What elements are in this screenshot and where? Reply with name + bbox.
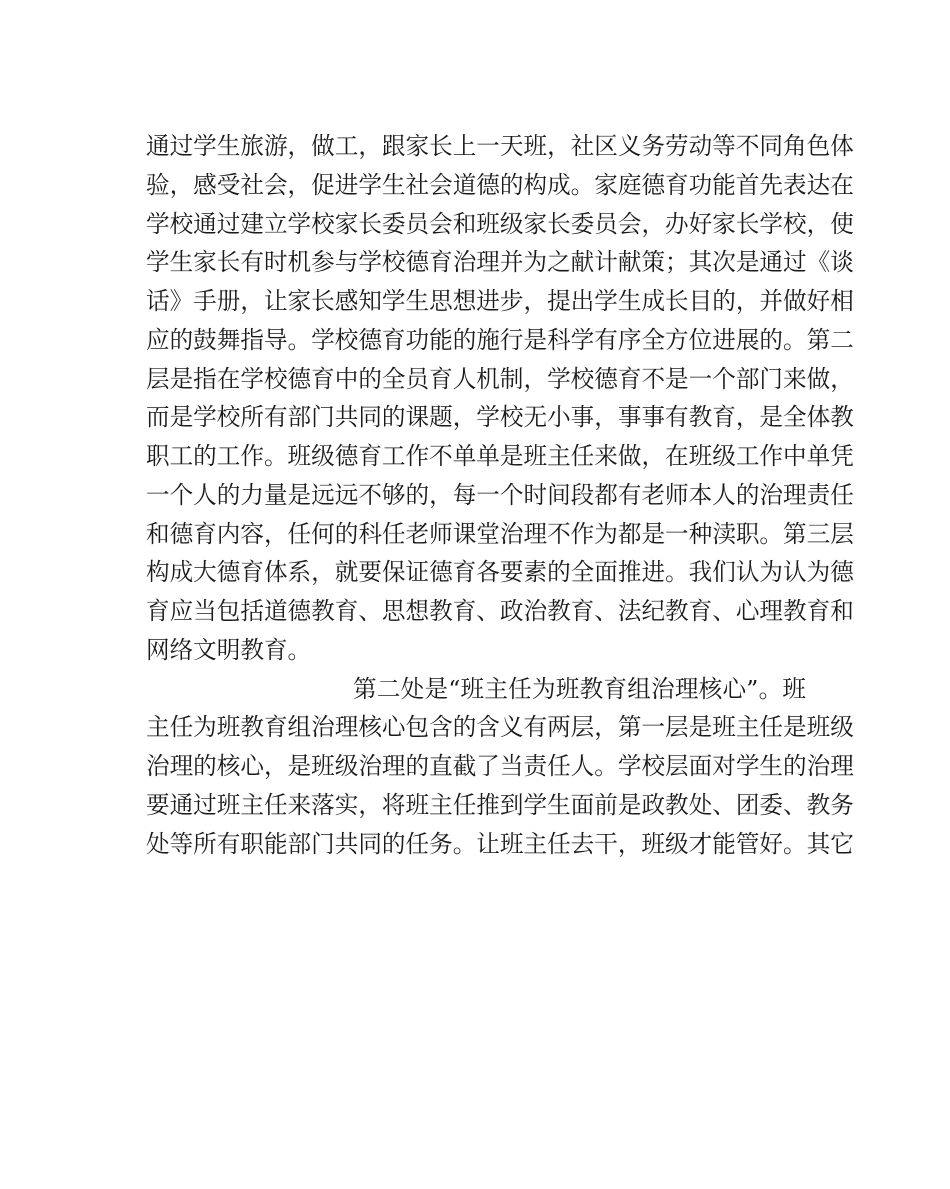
paragraph-line: 治理的核心，是班级治理的直截了当责任人。学校层面对学生的治理 [146,752,854,780]
paragraph-line: 育应当包括道德教育、思想教育、政治教育、法纪教育、心理教育和 [146,597,854,625]
paragraph-line: 层是指在学校德育中的全员育人机制，学校德育不是一个部门来做， [146,364,854,393]
paragraph-line: 要通过班主任来落实，将班主任推到学生面前是政教处、团委、教务 [146,790,854,819]
paragraph-line: 处等所有职能部门共同的任务。让班主任去干，班级才能管好。其它 [146,829,854,858]
paragraph-line: 职工的工作。班级德育工作不单单是班主任来做，在班级工作中单凭 [146,442,854,470]
paragraph-line: 而是学校所有部门共同的课题，学校无小事，事事有教育，是全体教 [146,403,854,432]
paragraph-2 [146,670,854,864]
paragraph-line: 通过学生旅游，做工，跟家长上一天班，社区义务劳动等不同角色体 [146,132,854,160]
paragraph-line: 应的鼓舞指导。学校德育功能的施行是科学有序全方位进展的。第二 [146,325,854,354]
paragraph-line: 学生家长有时机参与学校德育治理并为之献计献策；其次是通过《谈 [146,248,854,277]
paragraph-line: 学校通过建立学校家长委员会和班级家长委员会，办好家长学校，使 [146,209,854,238]
paragraph-line: 和德育内容，任何的科任老师课堂治理不作为都是一种渎职。第三层 [146,519,854,548]
paragraph-line: 网络文明教育。 [146,635,312,664]
paragraph-line: 主任为班教育组治理核心包含的含义有两层，第一层是班主任是班级 [146,713,854,742]
paragraph-line: 第二处是“班主任为班教育组治理核心”。班 [353,674,806,703]
paragraph-line: 话》手册，让家长感知学生思想进步，提出学生成长目的，并做好相 [146,287,854,315]
paragraph-1 [146,127,854,670]
paragraph-line: 构成大德育体系，就要保证德育各要素的全面推进。我们认为认为德 [146,558,854,587]
paragraph-line: 验，感受社会，促进学生社会道德的构成。家庭德育功能首先表达在 [146,170,854,199]
document-body [146,127,854,863]
paragraph-line: 一个人的力量是远远不够的，每一个时间段都有老师本人的治理责任 [146,480,854,509]
